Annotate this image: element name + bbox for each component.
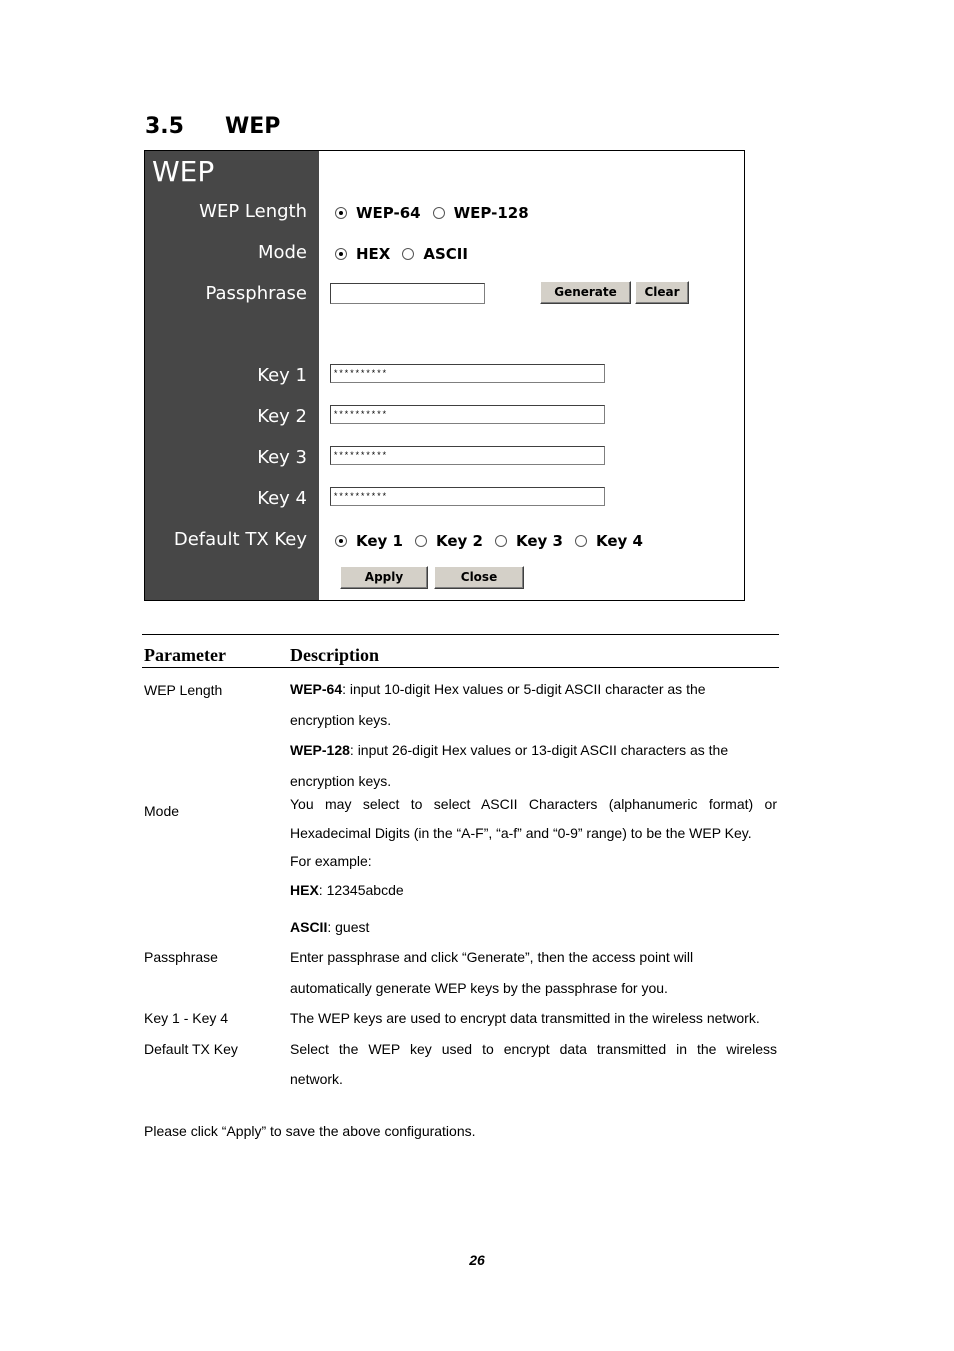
tx-key-2-radio[interactable] (415, 535, 427, 547)
tx-key-4-label: Key 4 (595, 532, 643, 550)
generate-button[interactable]: Generate (540, 281, 631, 304)
table-top-rule (142, 634, 779, 635)
key-3-label: Key 3 (257, 447, 307, 468)
wep-128-label: WEP-128 (453, 204, 529, 222)
desc-mode-line2: Hexadecimal Digits (in the “A-F”, “a-f” and “0-9” range) to be the WEP Key. (290, 825, 752, 841)
default-tx-key-label: Default TX Key (173, 529, 307, 550)
param-wep-length: WEP Length (144, 682, 223, 698)
key-2-label: Key 2 (257, 406, 307, 427)
key-3-input[interactable]: ********** (330, 446, 605, 465)
close-button[interactable]: Close (434, 566, 524, 589)
wep-settings-panel (144, 150, 745, 601)
desc-default-tx-line2: network. (290, 1071, 343, 1087)
hex-label: HEX (356, 245, 391, 263)
passphrase-label: Passphrase (205, 283, 307, 304)
hex-example: : 12345abcde (318, 882, 404, 898)
wep128-text: : input 26-digit Hex values or 13-digit ASCII characters as the (349, 742, 729, 758)
default-tx-radio-group (335, 532, 655, 550)
header-parameter: Parameter (144, 645, 226, 665)
hex-term: HEX (290, 882, 319, 898)
table-header-rule (142, 667, 779, 668)
section-heading (145, 114, 280, 139)
section-number: 3.5 (145, 114, 184, 139)
tx-key-4-radio[interactable] (575, 535, 587, 547)
apply-button[interactable]: Apply (340, 566, 428, 589)
desc-mode-line1: You may select to select ASCII Characters (alphanumeric format) or (290, 796, 777, 812)
ascii-example: : guest (327, 919, 370, 935)
passphrase-input[interactable] (330, 283, 485, 304)
desc-mode-line3: For example: (290, 853, 372, 869)
wep128-term: WEP-128 (290, 742, 350, 758)
wep64-text: : input 10-digit Hex values or 5-digit ASCII character as the (342, 681, 706, 697)
wep-64-radio[interactable] (335, 207, 347, 219)
apply-note: Please click “Apply” to save the above configurations. (144, 1123, 476, 1139)
key-4-input[interactable]: ********** (330, 487, 605, 506)
desc-wep128-cont: encryption keys. (290, 773, 392, 789)
desc-wep128 (290, 742, 777, 758)
param-keys: Key 1 - Key 4 (144, 1010, 229, 1026)
tx-key-2-label: Key 2 (435, 532, 483, 550)
key-4-label: Key 4 (257, 488, 307, 509)
ascii-radio[interactable] (402, 248, 414, 260)
tx-key-3-radio[interactable] (495, 535, 507, 547)
desc-wep64 (290, 681, 777, 697)
param-mode: Mode (144, 803, 180, 819)
tx-key-1-label: Key 1 (356, 532, 403, 550)
key-2-input[interactable]: ********** (330, 405, 605, 424)
wep-length-label: WEP Length (199, 201, 307, 222)
wep-length-radio-group (335, 204, 541, 222)
mode-radio-group (335, 245, 480, 263)
ascii-label: ASCII (423, 245, 468, 263)
wep64-term: WEP-64 (290, 681, 343, 697)
desc-default-tx-line1: Select the WEP key used to encrypt data transmitted in the wireless (290, 1041, 777, 1057)
tx-key-1-radio[interactable] (335, 535, 347, 547)
desc-mode-ascii (290, 919, 777, 935)
tx-key-3-label: Key 3 (515, 532, 563, 550)
key-1-input[interactable]: ********** (330, 364, 605, 383)
header-description: Description (290, 645, 379, 665)
page-number: 26 (469, 1252, 485, 1268)
clear-button[interactable]: Clear (635, 281, 689, 304)
ascii-term: ASCII (290, 919, 328, 935)
desc-mode-hex (290, 882, 777, 898)
param-default-tx: Default TX Key (144, 1041, 238, 1057)
param-passphrase: Passphrase (144, 949, 218, 965)
hex-radio[interactable] (335, 248, 347, 260)
section-title: WEP (225, 114, 281, 139)
panel-title: WEP (152, 155, 215, 188)
desc-passphrase-line1: Enter passphrase and click “Generate”, then the access point will (290, 949, 694, 965)
key-1-label: Key 1 (257, 365, 307, 386)
mode-label: Mode (257, 242, 307, 263)
desc-wep64-cont: encryption keys. (290, 712, 392, 728)
desc-keys-line1: The WEP keys are used to encrypt data transmitted in the wireless network. (290, 1010, 760, 1026)
wep-128-radio[interactable] (433, 207, 445, 219)
wep-64-label: WEP-64 (356, 204, 421, 222)
desc-passphrase-line2: automatically generate WEP keys by the passphrase for you. (290, 980, 668, 996)
